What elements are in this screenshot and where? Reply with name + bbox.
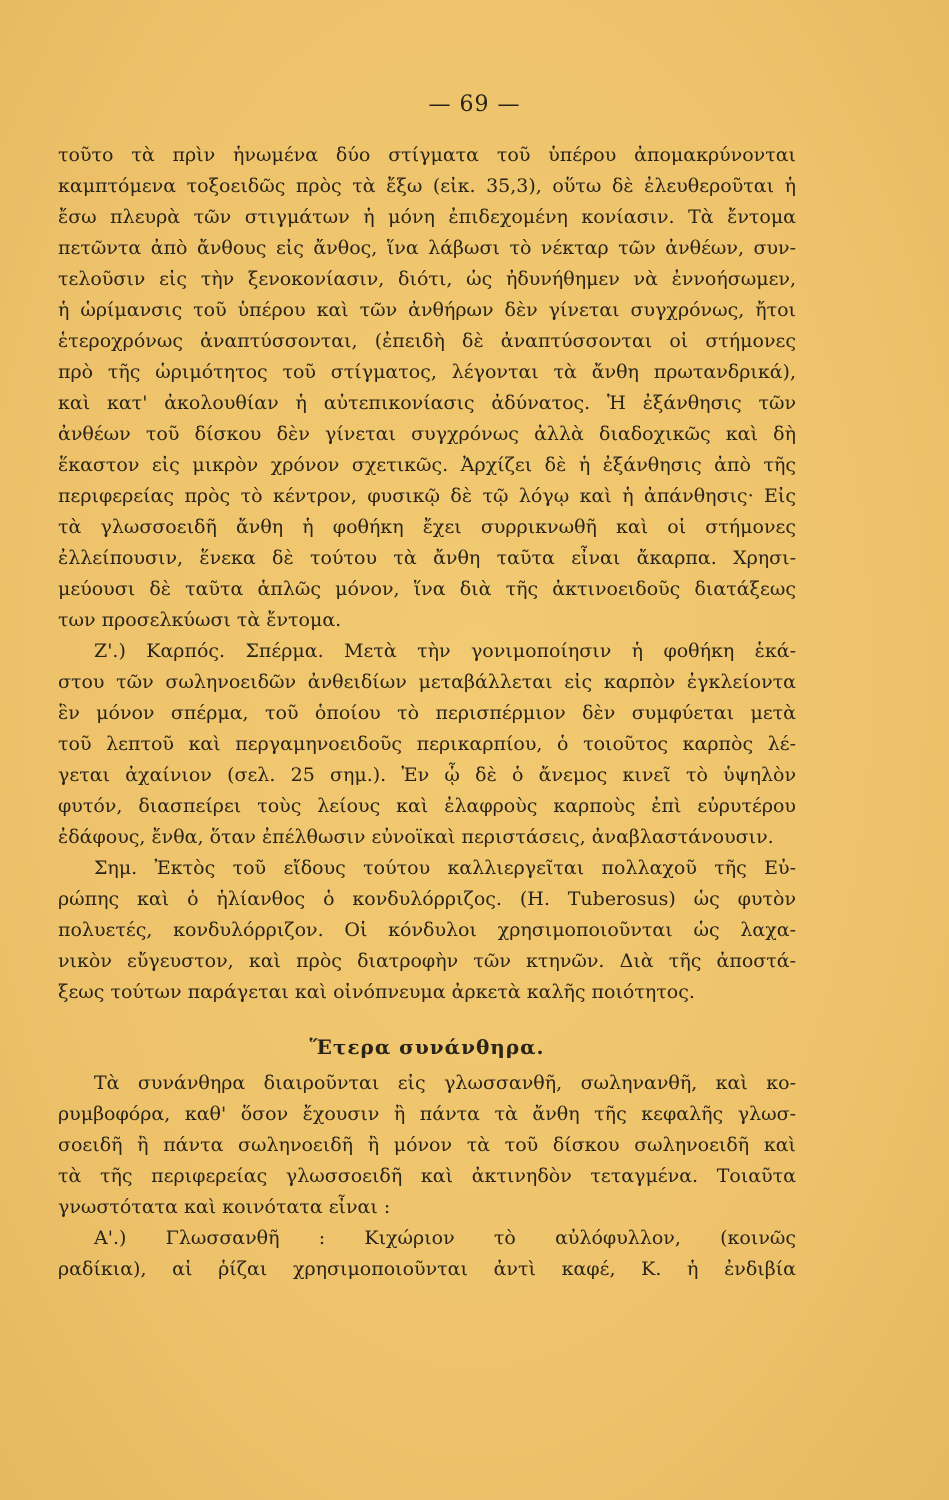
text-line: ἓν μόνον σπέρμα, τοῦ ὁποίου τὸ περισπέρμιον δὲν συμφύεται μετὰ bbox=[58, 702, 796, 724]
text-line: μεύουσι δὲ ταῦτα ἁπλῶς μόνον, ἵνα διὰ τῆς ἀκτινοειδοῦς διατάξεως bbox=[58, 578, 796, 600]
text-line: ἑτεροχρόνως ἀναπτύσσονται, (ἐπειδὴ δὲ ἀναπτύσσονται οἱ στήμονες bbox=[58, 330, 796, 352]
text-line: τὰ τῆς περιφερείας γλωσσοειδῆ καὶ ἀκτινηδὸν τεταγμένα. Τοιαῦτα bbox=[58, 1165, 796, 1187]
text-line: ρώπης καὶ ὁ ἡλίανθος ὁ κονδυλόρριζος. (H. Tuberosus) ὡς φυτὸν bbox=[58, 888, 796, 910]
text-line: σοειδῆ ἢ πάντα σωληνοειδῆ ἢ μόνον τὰ τοῦ δίσκου σωληνοειδῆ καὶ bbox=[58, 1134, 796, 1156]
text-line: ἀνθέων τοῦ δίσκου δὲν γίνεται συγχρόνως ἀλλὰ διαδοχικῶς καὶ δὴ bbox=[58, 423, 796, 445]
page-body bbox=[58, 140, 796, 1285]
text-line: πετῶντα ἀπὸ ἄνθους εἰς ἄνθος, ἵνα λάβωσι τὸ νέκταρ τῶν ἀνθέων, συν- bbox=[58, 237, 796, 259]
text-line: τοῦ λεπτοῦ καὶ περγαμηνοειδοῦς περικαρπίου, ὁ τοιοῦτος καρπὸς λέ- bbox=[58, 733, 796, 755]
text-line: νικὸν εὔγευστον, καὶ πρὸς διατροφὴν τῶν κτηνῶν. Διὰ τῆς ἀποστά- bbox=[58, 950, 796, 972]
section-title: Ἕτερα συνάνθηρα. bbox=[309, 1035, 545, 1059]
text-line: των προσελκύωσι τὰ ἔντομα. bbox=[58, 609, 342, 631]
text-line: Ζ'.) Καρπός. Σπέρμα. Μετὰ τὴν γονιμοποίησιν ἡ φοθήκη ἑκά- bbox=[94, 640, 796, 662]
text-line: Τὰ συνάνθηρα διαιροῦνται εἰς γλωσσανθῆ, σωληνανθῆ, καὶ κο- bbox=[94, 1072, 796, 1094]
text-line: ἐδάφους, ἔνθα, ὅταν ἐπέλθωσιν εὐνοϊκαὶ περιστάσεις, ἀναβλαστάνουσιν. bbox=[58, 826, 774, 848]
text-line: γνωστότατα καὶ κοινότατα εἶναι : bbox=[58, 1196, 391, 1218]
text-line: ἕκαστον εἰς μικρὸν χρόνον σχετικῶς. Ἀρχίζει δὲ ἡ ἐξάνθησις ἀπὸ τῆς bbox=[58, 454, 796, 476]
text-line: περιφερείας πρὸς τὸ κέντρον, φυσικῷ δὲ τῷ λόγῳ καὶ ἡ ἀπάνθησις· Εἰς bbox=[58, 485, 796, 507]
text-line: καμπτόμενα τοξοειδῶς πρὸς τὰ ἔξω (εἰκ. 35,3), οὕτω δὲ ἐλευθεροῦται ἡ bbox=[58, 175, 796, 197]
text-line: πρὸ τῆς ὡριμότητος τοῦ στίγματος, λέγονται τὰ ἄνθη πρωτανδρικά), bbox=[58, 361, 796, 383]
text-line: στου τῶν σωληνοειδῶν ἀνθειδίων μεταβάλλεται εἰς καρπὸν ἐγκλείοντα bbox=[58, 671, 796, 693]
spacer bbox=[58, 1008, 796, 1022]
text-line: πολυετές, κονδυλόρριζον. Οἱ κόνδυλοι χρησιμοποιοῦνται ὡς λαχα- bbox=[58, 919, 796, 941]
text-line: φυτόν, διασπείρει τοὺς λείους καὶ ἐλαφροὺς καρποὺς ἐπὶ εὐρυτέρου bbox=[58, 795, 796, 817]
text-line: τὰ γλωσσοειδῆ ἄνθη ἡ φοθήκη ἔχει συρρικνωθῆ καὶ οἱ στήμονες bbox=[58, 516, 796, 538]
text-line: τοῦτο τὰ πρὶν ἡνωμένα δύο στίγματα τοῦ ὑπέρου ἀπομακρύνονται bbox=[58, 144, 796, 166]
text-line: ἔσω πλευρὰ τῶν στιγμάτων ἡ μόνη ἐπιδεχομένη κονίασιν. Τὰ ἔντομα bbox=[58, 206, 796, 228]
text-line: γεται ἀχαίνιον (σελ. 25 σημ.). Ἐν ᾧ δὲ ὁ ἄνεμος κινεῖ τὸ ὑψηλὸν bbox=[58, 764, 796, 786]
text-line: Α'.) Γλωσσανθῆ : Κιχώριον τὸ αὐλόφυλλον, (κοινῶς bbox=[94, 1227, 796, 1249]
page-number: — 69 — bbox=[428, 92, 521, 117]
text-line: τελοῦσιν εἰς τὴν ξενοκονίασιν, διότι, ὡς ἠδυνήθημεν νὰ ἐννοήσωμεν, bbox=[58, 268, 796, 290]
text-line: ραδίκια), αἱ ῥίζαι χρησιμοποιοῦνται ἀντὶ καφέ, Κ. ἡ ἐνδιβία bbox=[58, 1258, 796, 1280]
text-line: ρυμβοφόρα, καθ' ὅσον ἔχουσιν ἢ πάντα τὰ ἄνθη τῆς κεφαλῆς γλωσ- bbox=[58, 1103, 796, 1125]
text-line: ξεως τούτων παράγεται καὶ οἰνόπνευμα ἀρκετὰ καλῆς ποιότητος. bbox=[58, 981, 695, 1003]
text-line: Σημ. Ἐκτὸς τοῦ εἴδους τούτου καλλιεργεῖται πολλαχοῦ τῆς Εὐ- bbox=[94, 857, 796, 879]
text-line: καὶ κατ' ἀκολουθίαν ἡ αὐτεπικονίασις ἀδύνατος. Ἡ ἐξάνθησις τῶν bbox=[58, 392, 796, 414]
text-line: ἡ ὡρίμανσις τοῦ ὑπέρου καὶ τῶν ἀνθήρων δὲν γίνεται συγχρόνως, ἤτοι bbox=[58, 299, 796, 321]
text-line: ἐλλείπουσιν, ἕνεκα δὲ τούτου τὰ ἄνθη ταῦτα εἶναι ἄκαρπα. Χρησι- bbox=[58, 547, 796, 569]
